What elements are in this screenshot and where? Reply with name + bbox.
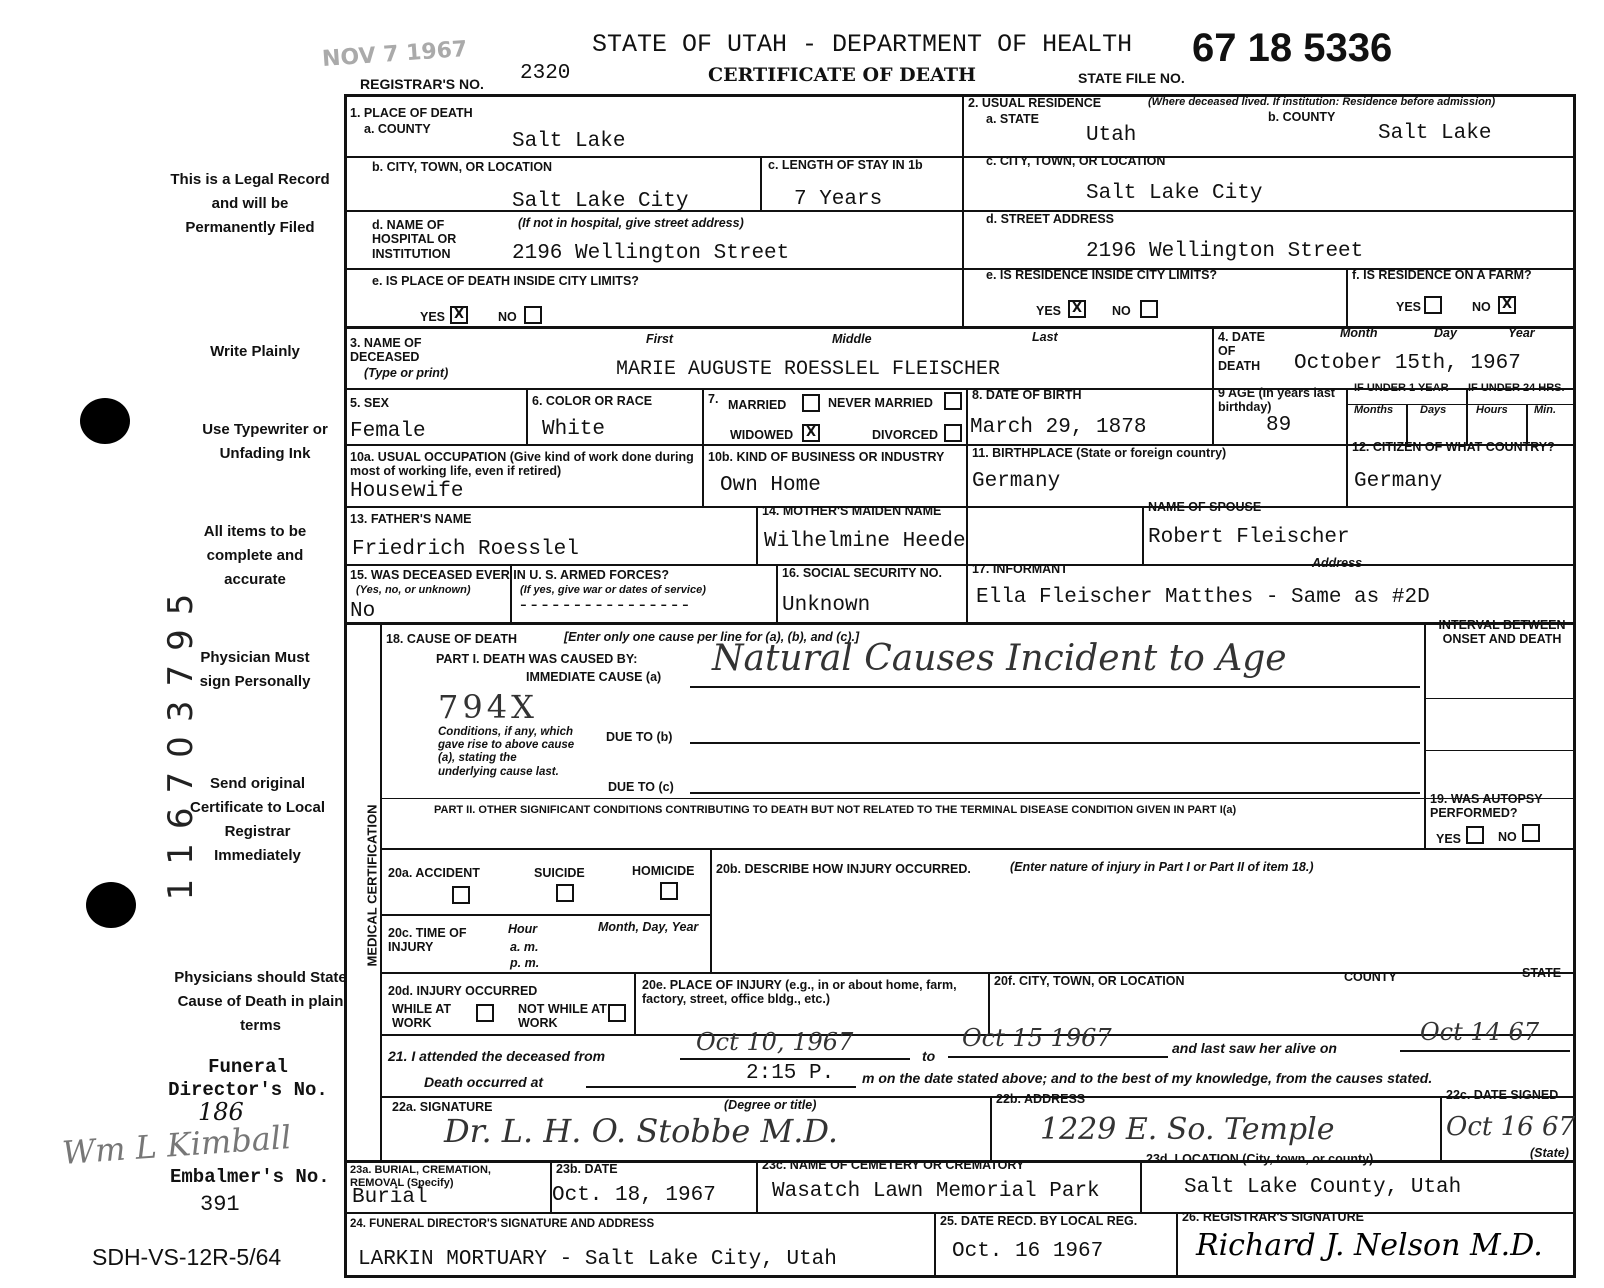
burial-date: Oct. 18, 1967 bbox=[552, 1184, 716, 1207]
date-received: Oct. 16 1967 bbox=[952, 1240, 1104, 1263]
label-sex: 5. SEX bbox=[350, 396, 389, 410]
label-name-note: (Type or print) bbox=[364, 366, 449, 380]
label-residence-note: (Where deceased lived. If institution: Residence before admission) bbox=[1148, 96, 1496, 108]
label-accident: 20a. ACCIDENT bbox=[388, 866, 480, 880]
city-limits-no-label: NO bbox=[498, 310, 517, 324]
state-file-no: 67 18 5336 bbox=[1192, 26, 1393, 70]
divorced-label: DIVORCED bbox=[872, 428, 938, 442]
farm-yes-label: YES bbox=[1396, 300, 1422, 314]
sex: Female bbox=[350, 420, 426, 443]
label-months: Months bbox=[1354, 404, 1394, 416]
label-city-limits: e. IS PLACE OF DEATH INSIDE CITY LIMITS? bbox=[372, 274, 639, 288]
label-spouse: NAME OF SPOUSE bbox=[1148, 500, 1262, 514]
label-informant-address: Address bbox=[1312, 556, 1363, 570]
label-interval: INTERVAL BETWEEN ONSET AND DEATH bbox=[1438, 618, 1566, 647]
armed-forces: No bbox=[350, 600, 376, 623]
label-injury-occurred: 20d. INJURY OCCURRED bbox=[388, 984, 538, 998]
city-limits-no-checkbox[interactable] bbox=[524, 306, 542, 324]
burial-location: Salt Lake County, Utah bbox=[1184, 1176, 1462, 1199]
agency-title: STATE OF UTAH - DEPARTMENT OF HEALTH bbox=[592, 30, 1133, 59]
death-time: 2:15 P. bbox=[746, 1062, 835, 1085]
cause-a: Natural Causes Incident to Age bbox=[712, 638, 1287, 679]
complete-note: All items to be complete and accurate bbox=[203, 523, 307, 588]
autopsy-no-checkbox[interactable] bbox=[1522, 824, 1540, 842]
farm-no-label: NO bbox=[1472, 300, 1491, 314]
date-stamp: NOV 7 1967 bbox=[321, 36, 469, 73]
label-cause-of-death: 18. CAUSE OF DEATH bbox=[386, 632, 518, 646]
label-marital: 7. bbox=[708, 392, 719, 406]
label-funeral-director: 24. FUNERAL DIRECTOR'S SIGNATURE AND ADDRESS bbox=[350, 1218, 655, 1230]
legal-record-note: This is a Legal Record and will be Permanently Filed bbox=[170, 171, 330, 236]
label-name: 3. NAME OF DECEASED bbox=[350, 336, 422, 365]
send-original-note: Send original Certificate to Local Registrar Immediately bbox=[189, 775, 326, 864]
date-signed: Oct 16 67 bbox=[1446, 1112, 1576, 1142]
occupation: Housewife bbox=[350, 480, 464, 503]
residence-county: Salt Lake bbox=[1378, 122, 1492, 145]
race: White bbox=[542, 418, 606, 441]
date-of-birth: March 29, 1878 bbox=[970, 416, 1147, 439]
label-father: 13. FATHER'S NAME bbox=[350, 512, 472, 526]
embalmer-signature: Wm L Kimball bbox=[60, 1118, 293, 1172]
citizen: Germany bbox=[1354, 470, 1443, 493]
label-due-c: DUE TO (c) bbox=[608, 780, 674, 794]
label-burial-date: 23b. DATE bbox=[556, 1162, 618, 1176]
registrar-no-label: REGISTRAR'S NO. bbox=[360, 76, 484, 92]
label-date-of-death: 4. DATE OF DEATH bbox=[1218, 330, 1265, 373]
label-pm: p. m. bbox=[510, 956, 540, 970]
date-of-death: October 15th, 1967 bbox=[1294, 352, 1521, 375]
divorced-checkbox[interactable] bbox=[944, 424, 962, 442]
label-street: d. STREET ADDRESS bbox=[986, 212, 1115, 226]
label-res-city: c. CITY, TOWN, OR LOCATION bbox=[986, 154, 1166, 168]
label-hours: Hours bbox=[1476, 404, 1508, 416]
res-limits-no-label: NO bbox=[1112, 304, 1131, 318]
death-county: Salt Lake bbox=[512, 130, 626, 153]
embalmer-no: 391 bbox=[200, 1192, 240, 1217]
label-under-24-hrs: IF UNDER 24 HRS. bbox=[1468, 382, 1565, 394]
punch-hole-bottom bbox=[86, 882, 136, 928]
label-state: a. STATE bbox=[986, 112, 1040, 126]
label-county: a. COUNTY bbox=[364, 122, 431, 136]
attended-from: Oct 10, 1967 bbox=[696, 1028, 854, 1056]
label-middle: Middle bbox=[832, 332, 872, 346]
vertical-number: 116703795 bbox=[161, 579, 201, 901]
write-plainly-note: Write Plainly bbox=[210, 343, 300, 360]
label-month: Month bbox=[1340, 326, 1378, 340]
last-saw-date: Oct 14 67 bbox=[1420, 1018, 1540, 1046]
death-city: Salt Lake City bbox=[512, 190, 689, 213]
funeral-director: LARKIN MORTUARY - Salt Lake City, Utah bbox=[358, 1248, 837, 1271]
form-id: SDH-VS-12R-5/64 bbox=[92, 1244, 282, 1270]
label-cemetery: 23c. NAME OF CEMETERY OR CREMATORY bbox=[762, 1158, 1025, 1172]
never-married-checkbox[interactable] bbox=[944, 392, 962, 410]
stay-length: 7 Years bbox=[794, 188, 883, 211]
label-hospital: d. NAME OF HOSPITAL OR INSTITUTION bbox=[372, 218, 457, 261]
physician-signature: Dr. L. H. O. Stobbe M.D. bbox=[444, 1112, 839, 1150]
attended-to: Oct 15 1967 bbox=[962, 1024, 1112, 1052]
label-date-signed: 22c. DATE SIGNED bbox=[1446, 1088, 1559, 1102]
autopsy-no-label: NO bbox=[1498, 830, 1517, 844]
accident-checkbox[interactable] bbox=[452, 886, 470, 904]
label-injury-state: STATE bbox=[1522, 966, 1562, 980]
farm-no-checkbox[interactable]: X bbox=[1498, 296, 1516, 314]
label-homicide: HOMICIDE bbox=[632, 864, 695, 878]
label-place-of-injury: 20e. PLACE OF INJURY (e.g., in or about home, farm, factory, street, office bldg., etc.) bbox=[642, 978, 957, 1007]
cause-plain-note: Physicians should State Cause of Death in plain terms bbox=[174, 969, 347, 1034]
label-age: 9 AGE (In years last birthday) bbox=[1218, 386, 1335, 415]
death-address: 2196 Wellington Street bbox=[512, 242, 790, 265]
label-stay: c. LENGTH OF STAY IN 1b bbox=[768, 158, 923, 172]
res-limits-yes-checkbox[interactable]: X bbox=[1068, 300, 1086, 318]
mother-name: Wilhelmine Heede bbox=[764, 530, 966, 553]
suicide-checkbox[interactable] bbox=[556, 884, 574, 902]
label-place-of-death: 1. PLACE OF DEATH bbox=[350, 106, 473, 120]
label-citizen: 12. CITIZEN OF WHAT COUNTRY? bbox=[1352, 440, 1555, 454]
label-under-1-year: IF UNDER 1 YEAR bbox=[1354, 382, 1449, 394]
label-birth: 8. DATE OF BIRTH bbox=[972, 388, 1082, 402]
married-checkbox[interactable] bbox=[802, 394, 820, 412]
label-business: 10b. KIND OF BUSINESS OR INDUSTRY bbox=[708, 450, 945, 464]
label-immediate: IMMEDIATE CAUSE (a) bbox=[526, 670, 662, 684]
label-res-county: b. COUNTY bbox=[1268, 110, 1336, 124]
label-while-work: WHILE AT WORK bbox=[392, 1002, 452, 1031]
label-to: to bbox=[922, 1048, 936, 1064]
label-city: b. CITY, TOWN, OR LOCATION bbox=[372, 160, 553, 174]
spouse-name: Robert Fleischer bbox=[1148, 526, 1350, 549]
label-conditions: Conditions, if any, which gave rise to above cause (a), stating the underlying cause last. bbox=[438, 726, 575, 778]
label-birthplace: 11. BIRTHPLACE (State or foreign country) bbox=[972, 446, 1227, 460]
funeral-director-label: Funeral Director's No. bbox=[168, 1056, 328, 1101]
father-name: Friedrich Roesslel bbox=[352, 538, 579, 561]
label-injury-how-note: (Enter nature of injury in Part I or Part II of item 18.) bbox=[1010, 860, 1314, 874]
label-min: Min. bbox=[1534, 404, 1556, 416]
registrar-no: 2320 bbox=[520, 62, 571, 85]
label-injury-county: COUNTY bbox=[1344, 970, 1397, 984]
married-label: MARRIED bbox=[728, 398, 787, 412]
label-injury-how: 20b. DESCRIBE HOW INJURY OCCURRED. bbox=[716, 862, 971, 876]
city-limits-yes-label: YES bbox=[420, 310, 446, 324]
label-date-received: 25. DATE RECD. BY LOCAL REG. bbox=[940, 1214, 1138, 1228]
label-res-city-limits: e. IS RESIDENCE INSIDE CITY LIMITS? bbox=[986, 268, 1218, 282]
cemetery: Wasatch Lawn Memorial Park bbox=[772, 1180, 1100, 1203]
autopsy-yes-checkbox[interactable] bbox=[1466, 826, 1484, 844]
while-work-checkbox[interactable] bbox=[476, 1004, 494, 1022]
label-first: First bbox=[646, 332, 674, 346]
typewriter-note: Use Typewriter or Unfading Ink bbox=[202, 421, 328, 462]
label-last-saw: and last saw her alive on bbox=[1172, 1040, 1337, 1056]
residence-state: Utah bbox=[1086, 124, 1137, 147]
label-mother: 14. MOTHER'S MAIDEN NAME bbox=[762, 504, 942, 518]
label-am: a. m. bbox=[510, 940, 539, 954]
residence-street: 2196 Wellington Street bbox=[1086, 240, 1364, 263]
label-race: 6. COLOR OR RACE bbox=[532, 394, 653, 408]
label-time-of-injury: 20c. TIME OF INJURY bbox=[388, 926, 467, 955]
label-disposition: 23a. BURIAL, CREMATION, REMOVAL (Specify) bbox=[350, 1164, 491, 1189]
ssn: Unknown bbox=[782, 594, 871, 617]
label-hour: Hour bbox=[508, 922, 538, 936]
punch-hole-top bbox=[80, 398, 130, 444]
res-limits-yes-label: YES bbox=[1036, 304, 1062, 318]
label-degree: (Degree or title) bbox=[724, 1098, 817, 1112]
label-cause-note: [Enter only one cause per line for (a), (b), and (c).] bbox=[564, 630, 860, 644]
label-last: Last bbox=[1032, 330, 1058, 344]
label-days: Days bbox=[1420, 404, 1447, 416]
label-armed-note-a: (Yes, no, or unknown) bbox=[356, 584, 471, 596]
label-year: Year bbox=[1508, 326, 1535, 340]
label-armed-forces: 15. WAS DECEASED EVER IN U. S. ARMED FORCES? bbox=[350, 568, 670, 582]
certificate-title: CERTIFICATE OF DEATH bbox=[708, 64, 976, 86]
medical-certification-label: MEDICAL CERTIFICATION bbox=[364, 804, 380, 967]
label-armed-note-b: (If yes, give war or dates of service) bbox=[520, 584, 706, 596]
label-day: Day bbox=[1434, 326, 1457, 340]
label-signature: 22a. SIGNATURE bbox=[392, 1100, 493, 1114]
homicide-checkbox[interactable] bbox=[660, 882, 678, 900]
label-registrar-signature: 26. REGISTRAR'S SIGNATURE bbox=[1182, 1210, 1364, 1224]
label-attended-from: 21. I attended the deceased from bbox=[388, 1048, 606, 1064]
physician-sign-note: Physician Must sign Personally bbox=[199, 649, 311, 690]
label-ssn: 16. SOCIAL SECURITY NO. bbox=[782, 566, 942, 580]
armed-dates: ---------------- bbox=[518, 596, 691, 616]
birthplace: Germany bbox=[972, 470, 1061, 493]
label-autopsy: 19. WAS AUTOPSY PERFORMED? bbox=[1430, 792, 1543, 821]
city-limits-yes-checkbox[interactable]: X bbox=[450, 306, 468, 324]
diagnosis-code: 794X bbox=[438, 688, 538, 726]
label-location: 23d. LOCATION (City, town, or county) bbox=[1146, 1152, 1374, 1166]
widowed-checkbox[interactable]: X bbox=[802, 424, 820, 442]
informant: Ella Fleischer Matthes - Same as #2D bbox=[976, 586, 1430, 609]
embalmer-label: Embalmer's No. bbox=[170, 1166, 330, 1188]
age: 89 bbox=[1266, 414, 1292, 437]
label-injury-city: 20f. CITY, TOWN, OR LOCATION bbox=[994, 974, 1185, 988]
label-usual-residence: 2. USUAL RESIDENCE bbox=[968, 96, 1102, 110]
business: Own Home bbox=[720, 474, 821, 497]
deceased-name: MARIE AUGUSTE ROESSLEL FLEISCHER bbox=[616, 358, 1001, 381]
widowed-label: WIDOWED bbox=[730, 428, 794, 442]
state-file-label: STATE FILE NO. bbox=[1078, 70, 1185, 86]
never-married-label: NEVER MARRIED bbox=[828, 396, 933, 410]
res-limits-no-checkbox[interactable] bbox=[1140, 300, 1158, 318]
label-suicide: SUICIDE bbox=[534, 866, 585, 880]
disposition: Burial bbox=[352, 1186, 428, 1209]
label-part1: PART I. DEATH WAS CAUSED BY: bbox=[436, 652, 638, 666]
label-part2: PART II. OTHER SIGNIFICANT CONDITIONS CONTRIBUTING TO DEATH BUT NOT RELATED TO THE TERMINAL DISEASE CONDITION GIVEN IN PART I(a) bbox=[434, 804, 1237, 816]
physician-address: 1229 E. So. Temple bbox=[1040, 1112, 1335, 1147]
not-while-checkbox[interactable] bbox=[608, 1004, 626, 1022]
label-address: 22b. ADDRESS bbox=[996, 1092, 1086, 1106]
label-hospital-note: (If not in hospital, give street address) bbox=[518, 216, 744, 230]
label-occupation: 10a. USUAL OCCUPATION (Give kind of work done during most of working life, even if retired) bbox=[350, 450, 694, 479]
label-farm: f. IS RESIDENCE ON A FARM? bbox=[1352, 268, 1532, 282]
label-location-state: (State) bbox=[1530, 1146, 1569, 1160]
autopsy-yes-label: YES bbox=[1436, 832, 1462, 846]
registrar-signature: Richard J. Nelson M.D. bbox=[1196, 1228, 1543, 1263]
label-death-occurred: Death occurred at bbox=[424, 1074, 544, 1090]
residence-city: Salt Lake City bbox=[1086, 182, 1263, 205]
label-death-occurred-rest: m on the date stated above; and to the best of my knowledge, from the causes stated. bbox=[862, 1070, 1433, 1086]
label-not-while: NOT WHILE AT WORK bbox=[518, 1002, 607, 1031]
funeral-director-no: 186 bbox=[198, 1098, 244, 1126]
label-informant: 17. INFORMANT bbox=[972, 562, 1068, 576]
label-mdy: Month, Day, Year bbox=[598, 920, 699, 934]
farm-yes-checkbox[interactable] bbox=[1424, 296, 1442, 314]
label-due-b: DUE TO (b) bbox=[606, 730, 673, 744]
